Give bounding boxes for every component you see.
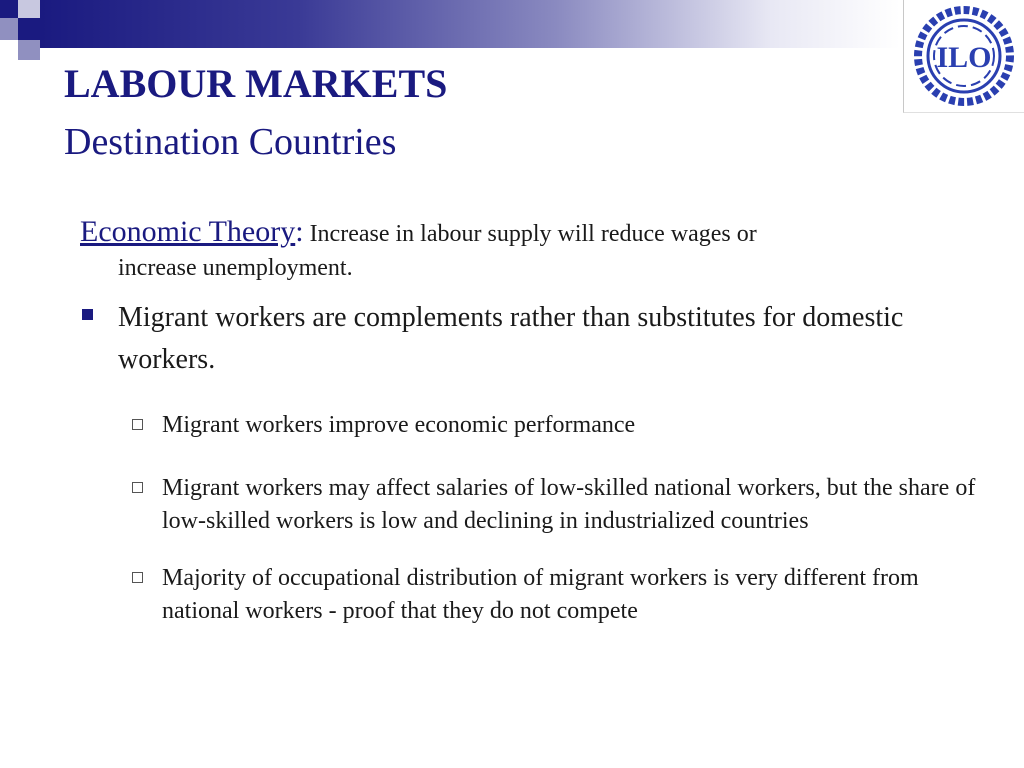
square-bullet-icon (82, 309, 93, 320)
sub-bullet (80, 472, 990, 538)
theory-text-line2: increase unemployment. (118, 255, 353, 281)
page-title: LABOUR MARKETS (64, 61, 448, 106)
theory-colon: : (295, 215, 304, 248)
economic-theory-paragraph (80, 215, 990, 285)
sub-bullet (80, 409, 990, 442)
corner-square (0, 0, 18, 18)
theory-text-line1: Increase in labour supply will reduce wages or (303, 221, 757, 247)
sub-bullet-text: Majority of occupational distribution of migrant workers is very different from national workers - proof that they do not compete (162, 565, 919, 624)
logo-text: ILO (936, 41, 992, 74)
slide-content (80, 215, 990, 628)
ilo-emblem-icon (912, 4, 1016, 108)
hollow-square-bullet-icon (132, 482, 143, 493)
main-bullet-text: Migrant workers are complements rather than substitutes for domestic workers. (118, 302, 904, 375)
main-bullet (80, 297, 990, 381)
ilo-logo (903, 0, 1024, 113)
economic-theory-label: Economic Theory (80, 215, 296, 248)
hollow-square-bullet-icon (132, 572, 143, 583)
page-subtitle: Destination Countries (64, 121, 397, 163)
hollow-square-bullet-icon (132, 419, 143, 430)
corner-square (18, 40, 40, 60)
sub-bullet-text: Migrant workers improve economic performance (162, 412, 636, 438)
header-gradient-bar (40, 0, 900, 48)
sub-bullet (80, 562, 990, 628)
corner-square (18, 0, 40, 18)
sub-bullet-text: Migrant workers may affect salaries of low-skilled national workers, but the share of low-skilled workers is low and declining in industrialized countries (162, 475, 976, 534)
corner-square (0, 18, 18, 40)
corner-square (18, 18, 40, 40)
